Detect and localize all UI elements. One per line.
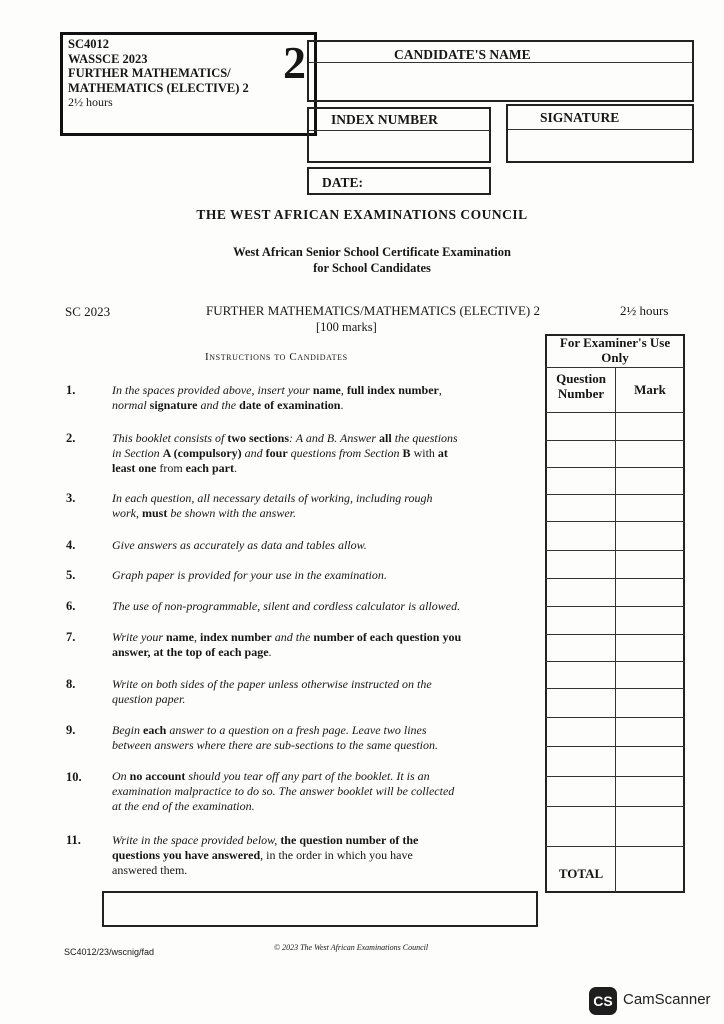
instruction-text [112,630,544,660]
instruction-segment: of the [389,833,419,847]
instruction-segment: On [112,769,130,783]
table-row-line [545,467,685,468]
instruction-segment: two sections [227,431,290,445]
instruction-segment: Write in the space provided below, [112,833,281,847]
instruction-segment: questions from Section [287,446,403,460]
instruction-segment: name [166,630,194,644]
instruction-segment: normal [112,398,150,412]
instruction-segment: . [268,645,272,659]
instruction-segment: all [379,431,392,445]
code-line: WASSCE 2023 [68,51,148,66]
instruction-segment: The use of non-programmable, silent and cordless calculator is allowed. [112,599,461,613]
examiner-table-title: For Examiner's Use Only [559,335,671,365]
instruction-segment: examination malpractice to do so. The answer booklet will be collected [112,784,455,798]
instruction-number: 8. [66,677,76,691]
code-line: FURTHER MATHEMATICS/ [68,66,231,81]
instruction-segment: in Section [112,446,163,460]
instruction-segment: least one [112,461,157,475]
exam-title: West African Senior School Certificate Examination [233,245,511,259]
instruction-segment: question number [299,833,387,847]
table-row-line [545,688,685,689]
instruction-text [112,769,544,814]
footer-code: SC4012/23/wscnig/fad [64,947,155,957]
instruction-text [112,677,544,707]
table-row-line [545,521,685,522]
instruction-segment: from [156,461,186,475]
copyright: © 2023 The West African Examinations Council [274,943,429,952]
code-line: SC4012 [68,37,109,51]
instruction-segment: questions you have answered [112,848,261,862]
instruction-segment: between answers where there are sub-sections to the same question. [112,738,438,752]
instruction-segment: question paper. [112,692,186,706]
instruction-segment: In each question, all necessary details of working, including rough [112,491,433,505]
instruction-text [112,568,544,583]
instruction-segment: at [437,446,448,460]
date-label: DATE: [322,175,364,190]
instruction-number: 10. [66,770,82,784]
question-number-header: Question Number [556,371,606,401]
instruction-number: 7. [66,630,76,644]
instruction-segment: name [312,383,341,397]
camscanner-logo-icon: CS [589,987,617,1015]
instruction-segment: be shown with the answer. [167,506,297,520]
instruction-text [112,599,544,614]
divider [309,130,490,131]
instruction-number: 1. [66,383,76,397]
instruction-segment: date of examination [239,398,341,412]
instruction-segment: Write on both sides of the paper unless otherwise instructed on the [112,677,432,691]
instruction-number: 11. [66,833,81,847]
paper-code: SC 2023 [65,304,111,319]
instruction-segment: answer to a question on a fresh page. Leave two lines [166,723,427,737]
instruction-segment: This booklet consists of [112,431,228,445]
total-label: TOTAL [558,866,604,881]
table-row-line [545,440,685,441]
instruction-segment: full index number [346,383,439,397]
signature-label: SIGNATURE [540,110,620,125]
duration: 2½ hours [68,95,113,110]
instruction-segment: the [280,833,297,847]
instruction-segment: In the spaces provided above, insert your [112,383,313,397]
instruction-segment: Write your [112,630,166,644]
instruction-text [112,538,544,553]
mark-header: Mark [634,382,666,397]
table-row-line [545,776,685,777]
instruction-text [112,723,544,753]
table-row-line [545,412,685,413]
table-line [615,367,616,893]
instruction-segment: each [143,723,167,737]
paper-number: 2 [283,37,306,88]
instruction-segment: each part [185,461,234,475]
instructions-heading: Instructions to Candidates [205,351,348,363]
instruction-number: 2. [66,431,76,445]
instruction-number: 5. [66,568,76,582]
camscanner-label: CamScanner [623,991,711,1008]
questions-answered-field[interactable] [102,891,538,927]
instruction-segment: , [438,383,442,397]
paper-duration: 2½ hours [620,303,669,318]
instruction-number: 3. [66,491,76,505]
instruction-text [112,833,544,878]
instruction-segment: . [233,461,237,475]
instruction-segment: Give answers as accurately as data and tables allow. [112,538,367,552]
instruction-segment: must [142,506,168,520]
instruction-segment: Graph paper is provided for your use in the examination. [112,568,387,582]
instruction-segment: with [410,446,438,460]
instruction-text [112,491,544,521]
code-line: MATHEMATICS (ELECTIVE) 2 [68,80,249,95]
paper-marks: [100 marks] [316,320,377,334]
instruction-segment: number of each question you [313,630,462,644]
table-row-line [545,606,685,607]
instruction-segment: four [265,446,288,460]
table-row-line [545,550,685,551]
table-row-line [545,578,685,579]
instruction-segment: answer, at the top of each page [112,645,269,659]
instruction-segment: Begin [112,723,143,737]
candidate-name-label: CANDIDATE'S NAME [394,47,531,62]
instruction-number: 6. [66,599,76,613]
divider [508,129,693,130]
instruction-segment: work, [112,506,142,520]
council-title: THE WEST AFRICAN EXAMINATIONS COUNCIL [196,207,528,222]
instruction-segment: signature [149,398,198,412]
instruction-segment: A (compulsory) [162,446,242,460]
instruction-segment: at the end of the examination. [112,799,255,813]
exam-subtitle: for School Candidates [313,261,431,275]
instruction-segment: : A and B. Answer [289,431,380,445]
index-number-label: INDEX NUMBER [331,112,438,127]
instruction-segment: and the [271,630,314,644]
instruction-segment: no account [129,769,186,783]
paper-subject: FURTHER MATHEMATICS/MATHEMATICS (ELECTIVE) 2 [206,303,540,318]
instruction-segment: . [340,398,344,412]
table-row-line [545,806,685,807]
table-row-line [545,746,685,747]
table-row-line [545,634,685,635]
instruction-text [112,383,544,413]
table-row-line [545,661,685,662]
instruction-segment: , [194,630,200,644]
instruction-segment: and the [197,398,240,412]
instruction-number: 9. [66,723,76,737]
instruction-segment: should you tear off any part of the booklet. It is an [185,769,430,783]
table-row-line [545,494,685,495]
table-row-line [545,717,685,718]
table-row-line [545,846,685,847]
instruction-segment: B [402,446,411,460]
instruction-segment: index number [200,630,272,644]
instruction-segment: answered them. [112,863,188,877]
instruction-segment: , [340,383,347,397]
instruction-text [112,431,544,476]
instruction-segment: , in the order in which you have [260,848,413,862]
paper-code-box [60,32,317,136]
instruction-segment: and [241,446,266,460]
instruction-number: 4. [66,538,76,552]
instruction-segment: the questions [391,431,458,445]
